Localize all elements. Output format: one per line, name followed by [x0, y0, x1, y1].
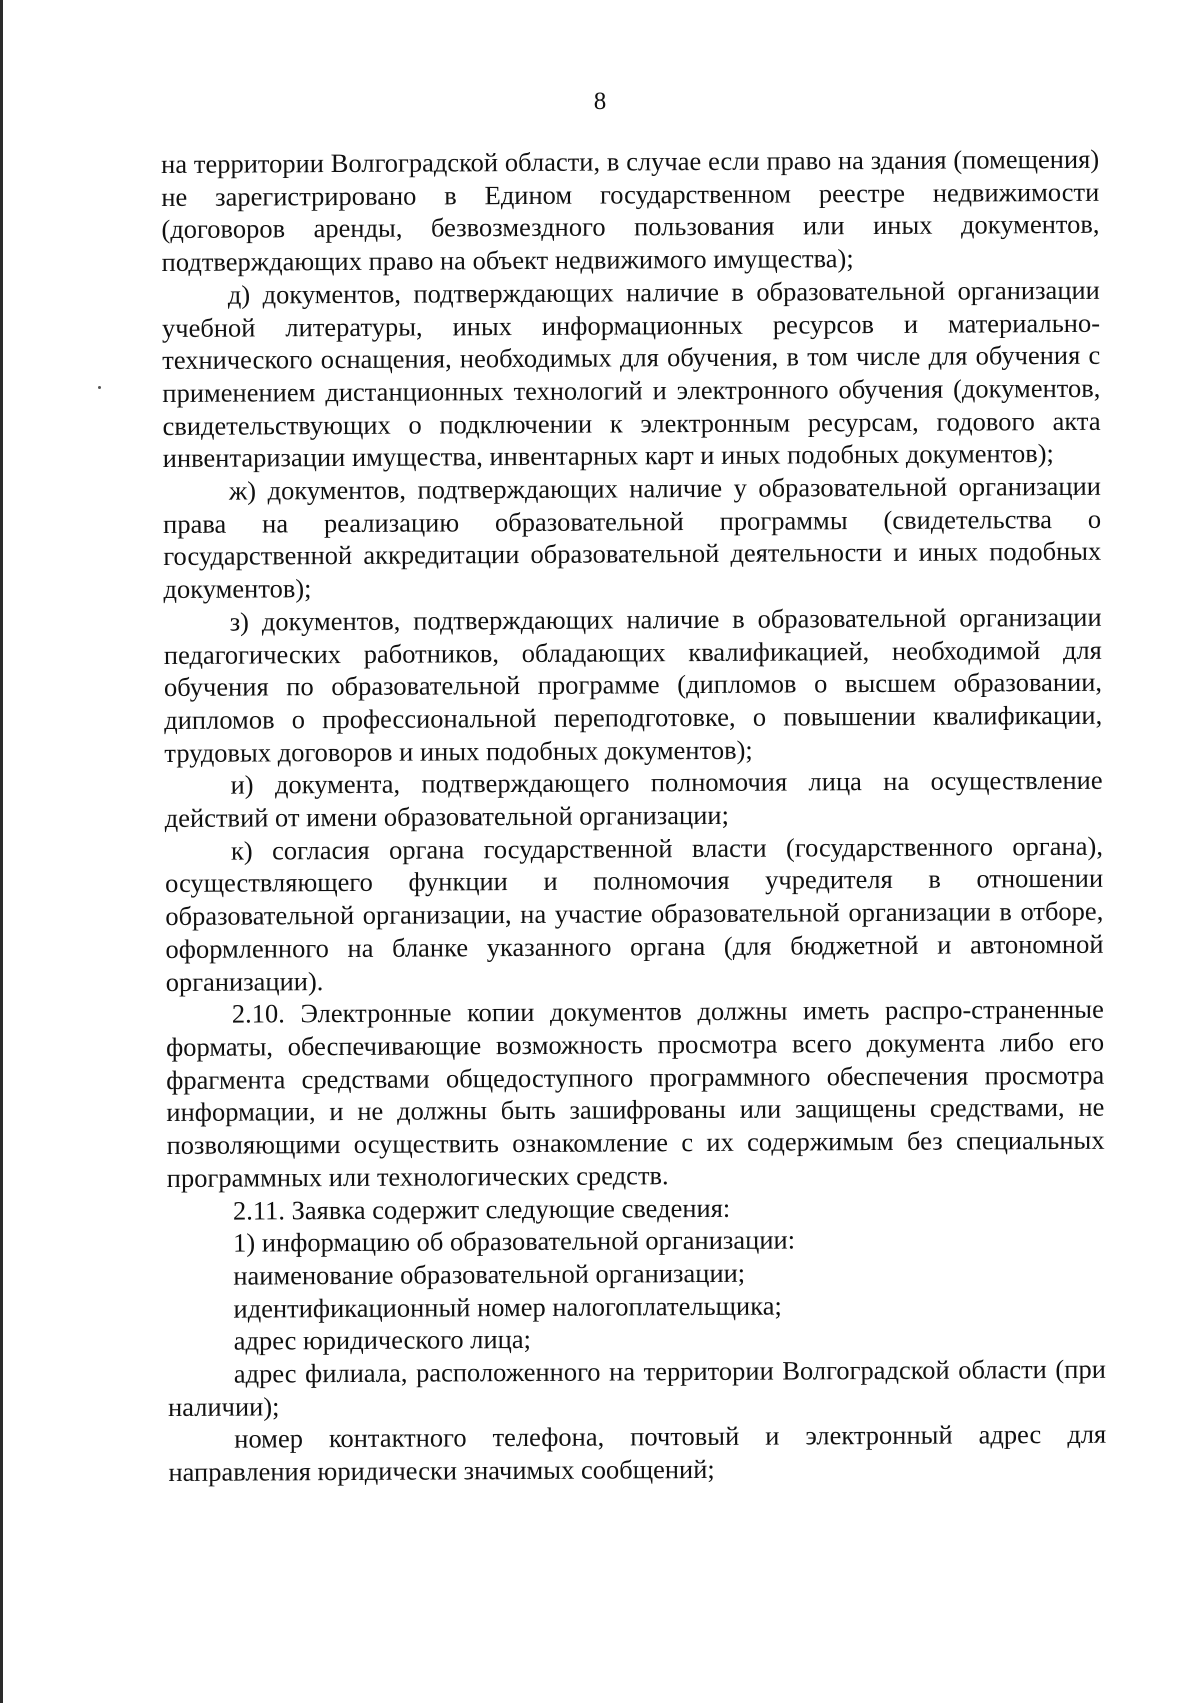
paragraph-item-zh: ж) документов, подтверждающих наличие у образовательной организации права на реализацию образовательной программы (свидетельства о государственной аккредитации образовательной деятельности и иных подобных документов); — [163, 470, 1102, 605]
paragraph-clause-2-11: 2.11. Заявка содержит следующие сведения: — [232, 1192, 731, 1226]
scan-speck — [98, 386, 101, 389]
paragraph-item-d: д) документов, подтверждающих наличие в образовательной организации учебной литературы, иных информационных ресурсов и материально-технического оснащения, необходимых для обучения, в том числе для обучения с применением дистанционных технологий и электронного обучения (документов, свидетельствующих о подключении к электронным ресурсам, годового акта инвентаризации имущества, инвентарных карт и иных подобных документов); — [161, 274, 1101, 474]
paragraph-item-1: 1) информацию об образовательной организации: — [233, 1224, 796, 1258]
paragraph-org-name: наименование образовательной организации; — [233, 1257, 746, 1291]
paragraph-item-i: и) документа, подтверждающего полномочия лица на осуществление действий от имени образовательной организации; — [164, 765, 1103, 834]
paragraph-inn: идентификационный номер налогоплательщика; — [233, 1290, 782, 1324]
paragraph-clause-2-10: 2.10. Электронные копии документов должны иметь распро-страненные форматы, обеспечивающие возможность просмотра всего документа либо его фрагмента средствами общедоступного программного обеспечения просмотра информации, и не должны быть зашифрованы или защищены средствами, не позволяющими осуществить ознакомление с их содержимым без специальных программных или технологических средств. — [165, 994, 1105, 1193]
paragraph-legal-address: адрес юридического лица; — [233, 1324, 532, 1356]
paragraph-item-k: к) согласия органа государственной власти (государственного органа), осуществляющего функции и полномочия учредителя в отношении образовательной организации, на участие образовательной организации в отборе, оформленного на бланке указанного органа (для бюджетной и автономной организации). — [165, 830, 1104, 997]
scan-edge-mark — [0, 0, 3, 1703]
paragraph-item-z: з) документов, подтверждающих наличие в образовательной организации педагогических работников, обладающих квалификацией, необходимой для обучения по образовательной программе (дипломов о высшем образовании, дипломов о профессиональной переподготовке, о повышении квалификации, трудовых договоров и иных подобных документов); — [163, 601, 1103, 768]
document-body — [161, 143, 1106, 1489]
page-number: 8 — [593, 88, 607, 115]
paragraph-branch-address: адрес филиала, расположенного на территории Волгоградской области (при наличии); — [167, 1353, 1106, 1422]
paragraph-continuation: на территории Волгоградской области, в случае если право на здания (помещения) не зарегистрировано в Едином государственном реестре недвижимости (договоров аренды, безвозмездного пользования или иных документов, подтверждающих право на объект недвижимого имущества); — [161, 143, 1100, 278]
paragraph-contacts: номер контактного телефона, почтовый и электронный адрес для направления юридически значимых сообщений; — [168, 1419, 1107, 1488]
